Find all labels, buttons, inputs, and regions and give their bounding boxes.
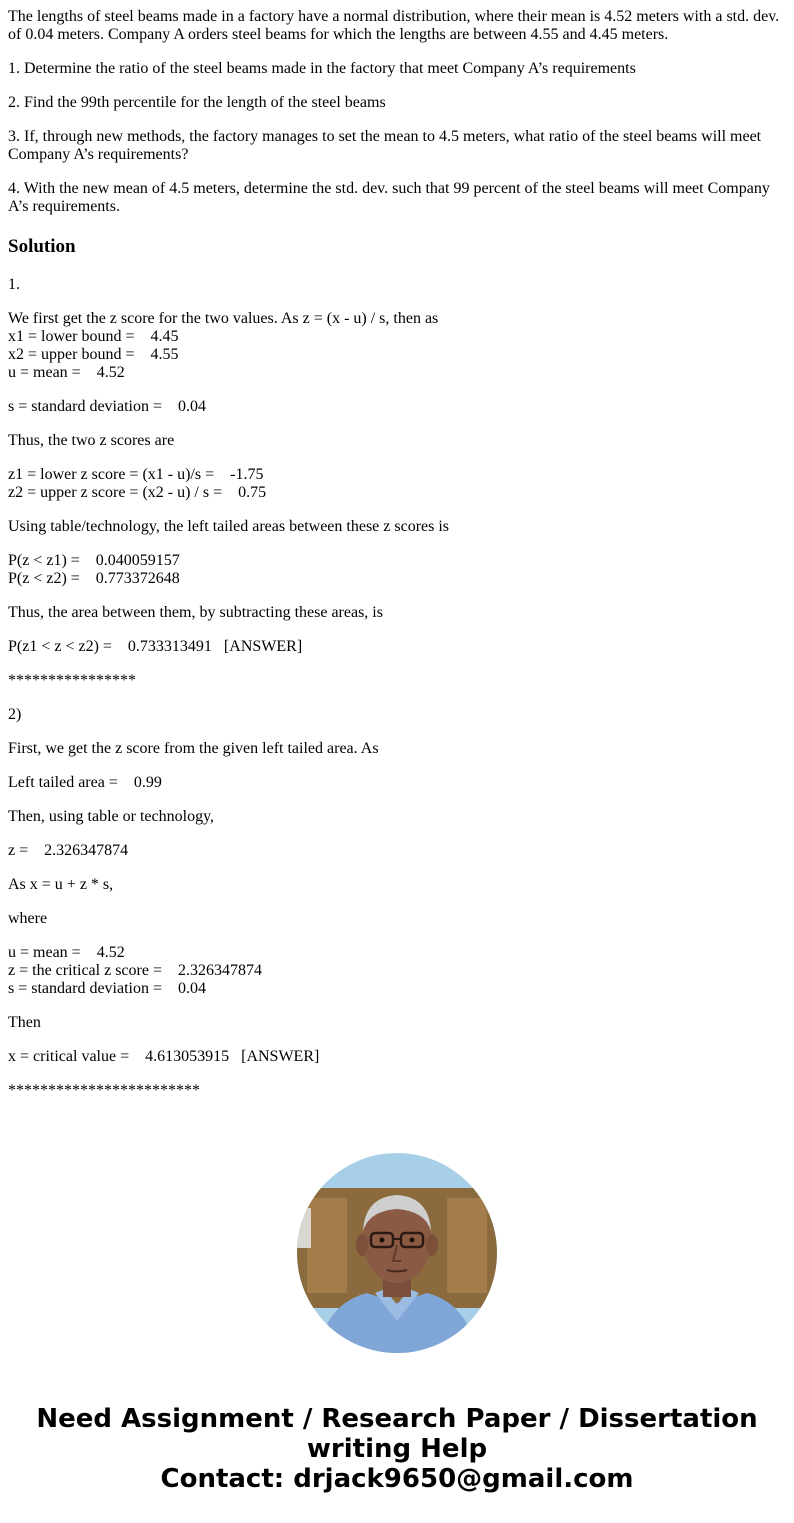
part1-u: u = mean = 4.52 [8, 364, 125, 381]
part1-between: Thus, the area between them, by subtracting these areas, is [8, 604, 383, 621]
part1-divider: **************** [8, 672, 136, 689]
promo-banner [0, 1404, 794, 1494]
part2-divider: ************************ [8, 1082, 200, 1099]
part1-z2: z2 = upper z score = (x2 - u) / s = 0.75 [8, 484, 267, 501]
part2-formula: As x = u + z * s, [8, 876, 114, 893]
part1-number: 1. [8, 276, 20, 293]
banner-line-1: Need Assignment / Research Paper / Dissertation [36, 1404, 758, 1434]
part1-z1: z1 = lower z score = (x1 - u)/s = -1.75 [8, 466, 264, 483]
part2-then-table: Then, using table or technology, [8, 808, 215, 825]
question-4: 4. With the new mean of 4.5 meters, determine the std. dev. such that 99 percent of the steel beams will meet Company A’s requirements. [8, 180, 770, 215]
part2-then: Then [8, 1014, 41, 1031]
part2-z: z = 2.326347874 [8, 842, 129, 859]
part2-zc: z = the critical z score = 2.326347874 [8, 962, 262, 979]
part1-intro: We first get the z score for the two values. As z = (x - u) / s, then as [8, 310, 439, 327]
part1-p2: P(z < z2) = 0.773372648 [8, 570, 180, 587]
part1-answer: P(z1 < z < z2) = 0.733313491 [ANSWER] [8, 638, 303, 655]
banner-contact: Contact: drjack9650@gmail.com [160, 1464, 634, 1494]
part2-area: Left tailed area = 0.99 [8, 774, 162, 791]
part1-using: Using table/technology, the left tailed areas between these z scores is [8, 518, 450, 535]
part1-thus: Thus, the two z scores are [8, 432, 175, 449]
part2-answer: x = critical value = 4.613053915 [ANSWER] [8, 1048, 320, 1065]
banner-line-2: writing Help [306, 1434, 488, 1464]
question-1: 1. Determine the ratio of the steel beams made in the factory that meet Company A’s requirements [8, 60, 636, 77]
part1-x1: x1 = lower bound = 4.45 [8, 328, 179, 345]
question-3: 3. If, through new methods, the factory manages to set the mean to 4.5 meters, what ratio of the steel beams will meet Company A’s requirements? [8, 128, 762, 163]
part1-x2: x2 = upper bound = 4.55 [8, 346, 179, 363]
question-2: 2. Find the 99th percentile for the length of the steel beams [8, 94, 386, 111]
question-intro: The lengths of steel beams made in a factory have a normal distribution, where their mean is 4.52 meters with a std. dev. of 0.04 meters. Company A orders steel beams for which the lengths are between 4.55 and 4.45 meters. [8, 8, 780, 43]
part1-given [8, 310, 786, 382]
part2-number: 2) [8, 706, 22, 723]
part2-u: u = mean = 4.52 [8, 944, 125, 961]
part2-s: s = standard deviation = 0.04 [8, 980, 207, 997]
part1-s: s = standard deviation = 0.04 [8, 398, 207, 415]
author-avatar [297, 1153, 497, 1353]
author-photo [297, 1153, 497, 1353]
part1-p1: P(z < z1) = 0.040059157 [8, 552, 180, 569]
solution-heading: Solution [8, 236, 76, 257]
part2-where: where [8, 910, 48, 927]
part2-intro: First, we get the z score from the given left tailed area. As [8, 740, 379, 757]
document-body [8, 8, 786, 1100]
